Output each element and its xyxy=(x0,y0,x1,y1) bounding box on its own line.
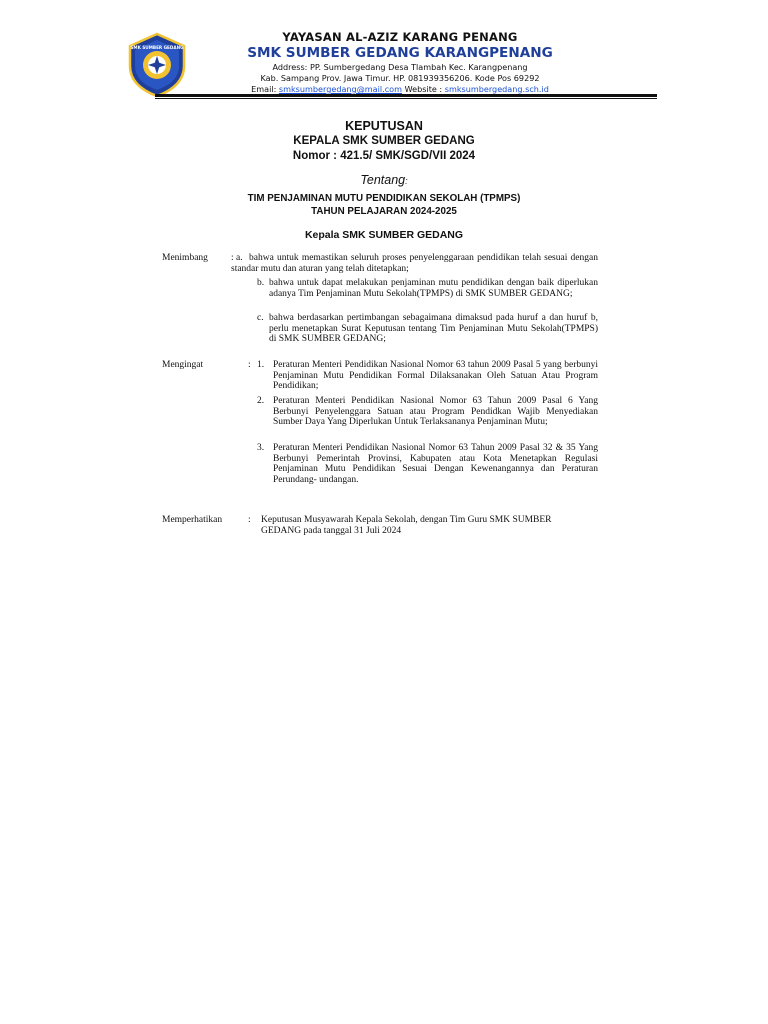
letterhead-rule-thin xyxy=(155,98,657,99)
mengingat-item-1 xyxy=(257,360,598,392)
subject-line-2: TAHUN PELAJARAN 2024-2025 xyxy=(311,206,457,217)
decree-title: KEPUTUSAN xyxy=(345,119,423,133)
mengingat-label: Mengingat xyxy=(162,360,204,370)
school-name: SMK SUMBER GEDANG KARANGPENANG xyxy=(247,45,553,61)
menimbang-item-text: bahwa untuk dapat melakukan penjaminan mutu pendidikan dengan baik diperlukan adanya Tim Penjaminan Mutu Sekolah(TPMPS) di SMK SUMBER GEDANG; xyxy=(269,278,598,299)
menimbang-item-num: c. xyxy=(257,313,264,323)
decree-number: Nomor : 421.5/ SMK/SGD/VII 2024 xyxy=(292,150,476,162)
about-word: Tentang xyxy=(360,173,406,187)
mengingat-item-2 xyxy=(257,396,598,428)
memperhatikan-label: Memperhatikan xyxy=(162,515,223,525)
mengingat-item-text: Peraturan Menteri Pendidikan Nasional Nomor 63 Tahun 2009 Pasal 32 & 35 Yang Berbunyi Pemerintah Provinsi, Kabupaten atau Kota Menetapkan Regulasi Penjaminan Mutu Pendidikan Sesuai Dengan Kewenangannya dan Peraturan Perundang- undangan. xyxy=(273,443,598,486)
menimbang-label: Menimbang xyxy=(162,253,208,263)
decree-issuer: KEPALA SMK SUMBER GEDANG xyxy=(293,135,475,147)
menimbang-item-text: bahwa untuk memastikan seluruh proses penyelenggaraan pendidikan telah sesuai dengan standar mutu dan aturan yang telah ditetapkan; xyxy=(231,253,598,274)
decider-line: Kepala SMK SUMBER GEDANG xyxy=(304,229,464,241)
memperhatikan-text: Keputusan Musyawarah Kepala Sekolah, dengan Tim Guru SMK SUMBER GEDANG pada tanggal 31 Juli 2024 xyxy=(261,515,552,536)
about-colon: : xyxy=(405,176,408,186)
address-line-1: Address: PP. Sumbergedang Desa Tlambah Kec. Karangpenang xyxy=(272,62,528,72)
about-heading xyxy=(0,173,768,187)
menimbang-item-text: bahwa berdasarkan pertimbangan sebagaimana dimaksud pada huruf a dan huruf b, perlu menetapkan Surat Keputusan tentang Tim Penjaminan Mutu Sekolah(TPMPS) di SMK SUMBER GEDANG; xyxy=(269,313,598,345)
mengingat-item-num: 2. xyxy=(257,396,265,406)
menimbang-item-num: : a. xyxy=(231,253,243,263)
mengingat-item-num: 1. xyxy=(257,360,265,370)
address-line-2: Kab. Sampang Prov. Jawa Timur. HP. 081939356206. Kode Pos 69292 xyxy=(260,73,540,83)
letterhead-rule-thick xyxy=(155,94,657,97)
subject-line-1: TIM PENJAMINAN MUTU PENDIDIKAN SEKOLAH (TPMPS) xyxy=(247,193,521,204)
menimbang-item-a xyxy=(231,253,598,274)
memperhatikan-colon: : xyxy=(248,515,251,525)
mengingat-item-3 xyxy=(257,443,598,486)
mengingat-item-text: Peraturan Menteri Pendidikan Nasional Nomor 63 tahun 2009 Pasal 5 yang berbunyi Penjaminan Mutu Pendidikan Formal Dilaksanakan Oleh Satuan Atau Program Pendidikan; xyxy=(273,360,598,392)
menimbang-item-c xyxy=(257,313,598,345)
mengingat-item-num: 3. xyxy=(257,443,265,453)
website-label: Website : xyxy=(404,84,443,94)
svg-text:SMK SUMBER GEDANG: SMK SUMBER GEDANG xyxy=(130,45,184,50)
email-link[interactable]: smksumbergedang@mail.com xyxy=(278,84,402,94)
foundation-name: YAYASAN AL-AZIZ KARANG PENANG xyxy=(282,30,518,44)
website-link[interactable]: smksumbergedang.sch.id xyxy=(444,84,549,94)
letterhead xyxy=(200,30,600,95)
school-logo xyxy=(124,32,190,98)
mengingat-item-text: Peraturan Menteri Pendidikan Nasional Nomor 63 Tahun 2009 Pasal 6 Yang Berbunyi Penyelenggara Satuan atau Program Pendidkan Wajib Menyediakan Sumber Daya Yang Diperlukan Untuk Terlaksananya Penjaminan Mutu; xyxy=(273,396,598,428)
mengingat-colon: : xyxy=(248,360,251,370)
email-label: Email: xyxy=(251,84,277,94)
menimbang-item-num: b. xyxy=(257,278,265,288)
menimbang-item-b xyxy=(257,278,598,299)
